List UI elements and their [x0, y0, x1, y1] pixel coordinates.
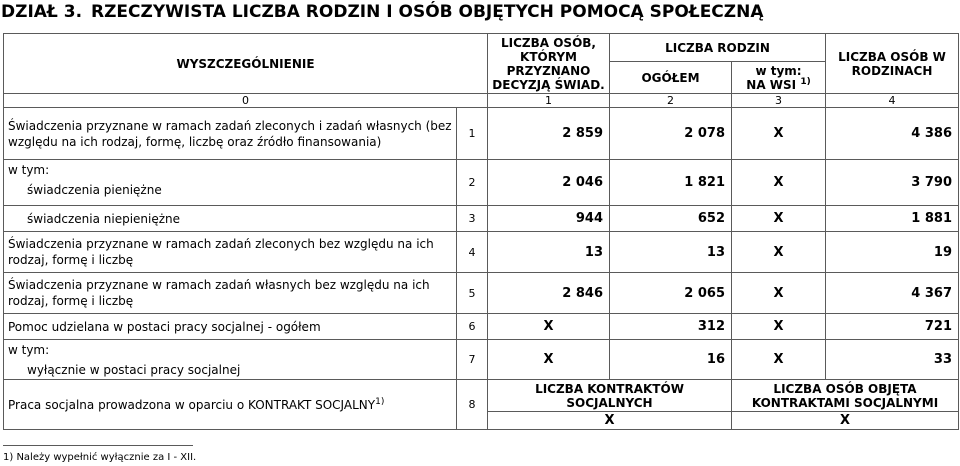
section-number: DZIAŁ 3. [1, 2, 83, 22]
row-label: świadczenia niepieniężne [4, 206, 457, 232]
cell-families-total: 13 [610, 232, 732, 273]
cell-families-rural: X [732, 108, 826, 160]
header-rural-footnote-ref: 1) [800, 76, 811, 87]
cell-families-total: 16 [610, 340, 732, 380]
cell-families-rural: X [732, 232, 826, 273]
index-row [4, 94, 959, 108]
row-label [4, 160, 457, 206]
header-families-rural [732, 62, 826, 94]
cell-persons: X [488, 340, 610, 380]
header-row-1 [4, 34, 959, 62]
cell-families-total: 1 821 [610, 160, 732, 206]
header-contracts: LICZBA KONTRAKTÓW SOCJALNYCH [488, 380, 732, 412]
header-families: LICZBA RODZIN [610, 34, 826, 62]
table-row [4, 108, 959, 160]
row-label-prefix: w tym: [8, 343, 50, 357]
row-number: 5 [457, 273, 488, 314]
table-row [4, 340, 959, 380]
cell-families-rural: X [732, 273, 826, 314]
table-row [4, 232, 959, 273]
row-number: 2 [457, 160, 488, 206]
index-cell: 3 [732, 94, 826, 108]
data-table [3, 33, 959, 430]
header-persons: LICZBA OSÓB, KTÓRYM PRZYZNANO DECYZJĄ ŚWIAD. [488, 34, 610, 94]
cell-contracts: X [488, 412, 732, 430]
cell-persons-in-families: 4 386 [826, 108, 959, 160]
cell-families-total: 2 078 [610, 108, 732, 160]
cell-persons: 944 [488, 206, 610, 232]
section-heading [0, 2, 960, 24]
row-number: 3 [457, 206, 488, 232]
index-cell: 4 [826, 94, 959, 108]
row-number: 4 [457, 232, 488, 273]
table-row [4, 273, 959, 314]
cell-persons-in-families: 19 [826, 232, 959, 273]
cell-families-rural: X [732, 206, 826, 232]
table-row [4, 160, 959, 206]
row-number: 1 [457, 108, 488, 160]
row-label-prefix: w tym: [8, 163, 50, 177]
index-cell: 1 [488, 94, 610, 108]
footnote-divider [3, 445, 193, 446]
header-persons-in-families: LICZBA OSÓB W RODZINACH [826, 34, 959, 94]
row-label-text: Praca socjalna prowadzona w oparciu o KONTRAKT SOCJALNY [8, 397, 376, 412]
row-number: 7 [457, 340, 488, 380]
row-label-footnote-ref: 1) [375, 396, 385, 407]
row-label [4, 380, 457, 430]
index-cell: 2 [610, 94, 732, 108]
table-row [4, 206, 959, 232]
cell-families-total: 312 [610, 314, 732, 340]
cell-families-total: 652 [610, 206, 732, 232]
cell-persons-in-families: 1 881 [826, 206, 959, 232]
row-label: Świadczenia przyznane w ramach zadań zleconych i zadań własnych (bez względu na ich rodzaj, formę, liczbę oraz źródło finansowania) [4, 108, 457, 160]
cell-persons-in-families: 33 [826, 340, 959, 380]
contract-row [4, 380, 959, 412]
cell-persons-in-families: 721 [826, 314, 959, 340]
row-label: Świadczenia przyznane w ramach zadań własnych bez względu na ich rodzaj, formę i liczbę [4, 273, 457, 314]
section-title: RZECZYWISTA LICZBA RODZIN I OSÓB OBJĘTYCH POMOCĄ SPOŁECZNĄ [91, 2, 764, 22]
header-spec: WYSZCZEGÓLNIENIE [4, 34, 488, 94]
row-number: 8 [457, 380, 488, 430]
cell-persons: 2 046 [488, 160, 610, 206]
cell-persons: 2 859 [488, 108, 610, 160]
cell-persons: 13 [488, 232, 610, 273]
header-of-which-label: w tym: [755, 63, 802, 78]
header-persons-contracts: LICZBA OSÓB OBJĘTA KONTRAKTAMI SOCJALNYMI [732, 380, 959, 412]
row-label [4, 340, 457, 380]
cell-families-total: 2 065 [610, 273, 732, 314]
header-families-total: OGÓŁEM [610, 62, 732, 94]
cell-persons-contracts: X [732, 412, 959, 430]
cell-families-rural: X [732, 340, 826, 380]
cell-families-rural: X [732, 160, 826, 206]
cell-persons-in-families: 3 790 [826, 160, 959, 206]
table-row [4, 314, 959, 340]
row-number: 6 [457, 314, 488, 340]
header-rural-label: NA WSI [746, 77, 797, 92]
index-cell: 0 [4, 94, 488, 108]
row-label: Świadczenia przyznane w ramach zadań zleconych bez względu na ich rodzaj, formę i liczbę [4, 232, 457, 273]
cell-families-rural: X [732, 314, 826, 340]
cell-persons-in-families: 4 367 [826, 273, 959, 314]
cell-persons: X [488, 314, 610, 340]
row-label: Pomoc udzielana w postaci pracy socjalnej - ogółem [4, 314, 457, 340]
cell-persons: 2 846 [488, 273, 610, 314]
row-label-text: świadczenia pieniężne [27, 183, 162, 197]
row-label-text: wyłącznie w postaci pracy socjalnej [27, 363, 241, 377]
footnote: 1) Należy wypełnić wyłącznie za I - XII. [3, 452, 197, 463]
